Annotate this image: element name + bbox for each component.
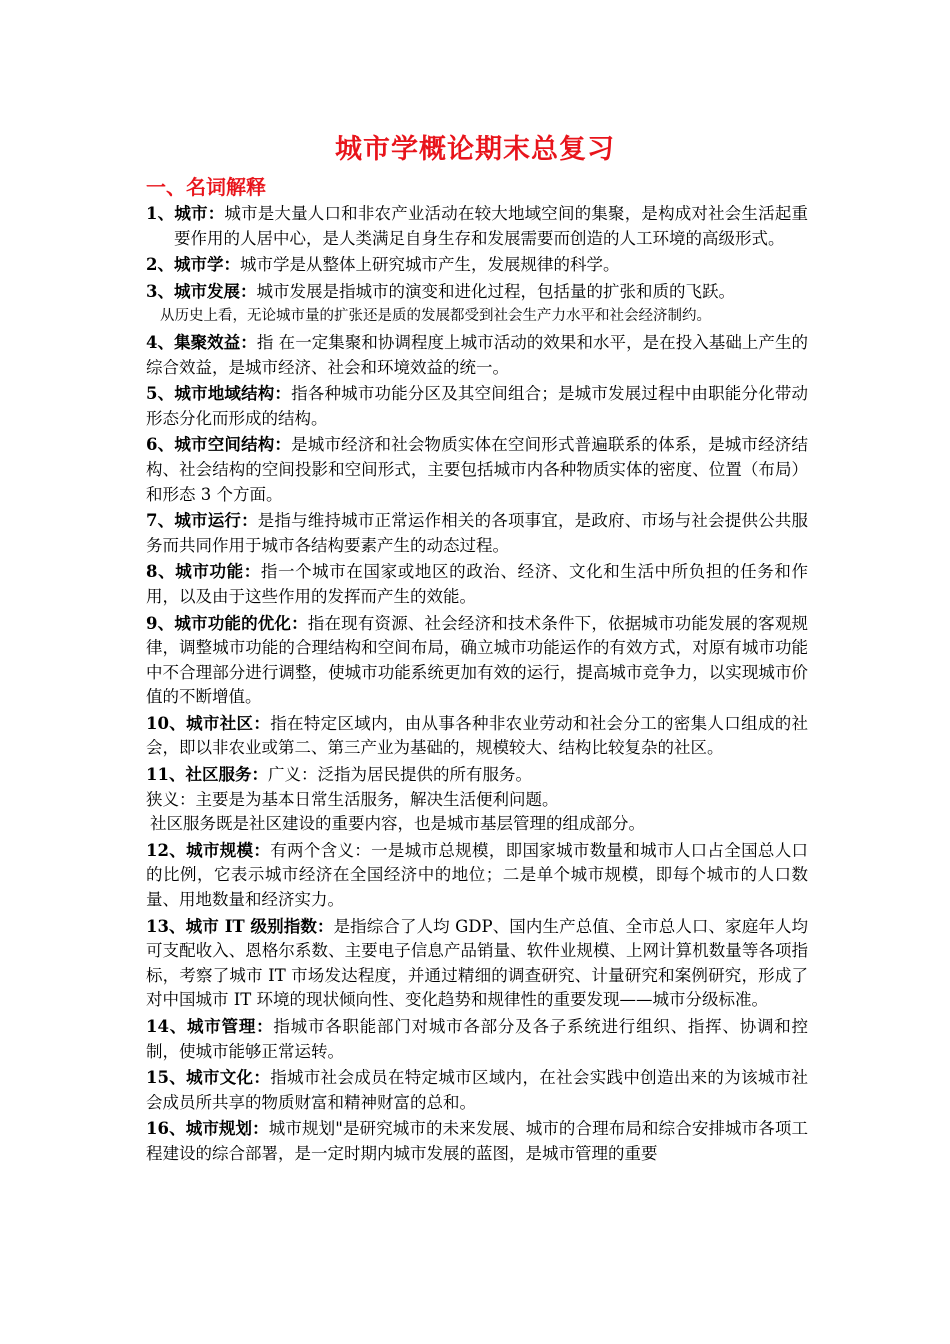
list-item (146, 560, 808, 609)
item-term: 城市学： (173, 255, 240, 275)
item-number: 4、 (146, 332, 175, 352)
item-number: 8、 (146, 562, 176, 582)
item-number: 12、 (146, 840, 187, 860)
item-number: 9、 (146, 613, 175, 633)
item-number: 7、 (146, 511, 175, 531)
item-definition: 有两个含义：一是城市总规模，即国家城市数量和城市人口占全国总人口的比例，它表示城市经济在全国经济中的地位；二是单个城市规模，即每个城市的人口数量、用地数量和经济实力。 (146, 840, 809, 910)
item-term: 城市功能的优化： (174, 613, 308, 633)
item-term: 城市功能： (175, 562, 261, 582)
item-definition: 指城市社会成员在特定城市区域内，在社会实践中创造出来的为该城市社会成员所共享的物质财富和精神财富的总和。 (146, 1068, 809, 1112)
item-number: 13、 (146, 916, 186, 936)
item-term: 城市规划： (185, 1119, 269, 1139)
item-term: 城市空间结构： (174, 435, 292, 455)
item-definition: 是指与维持城市正常运作相关的各项事宜，是政府、市场与社会提供公共服务而共同作用于城市各结构要素产生的动态过程。 (146, 511, 809, 555)
item-term: 城市地域结构： (174, 384, 292, 404)
item-definition: 指 在一定集聚和协调程度上城市活动的效果和水平，是在投入基础上产生的综合效益，是城市经济、社会和环境效益的统一。 (146, 332, 809, 377)
list-item (146, 712, 808, 761)
list-item (146, 915, 808, 1013)
list-item (146, 1015, 808, 1064)
list-item (146, 839, 808, 913)
list-item (146, 763, 808, 788)
list-item (146, 1066, 808, 1115)
item-definition: 是城市经济和社会物质实体在空间形式普遍联系的体系，是城市经济结构、社会结构的空间投影和空间形式，主要包括城市内各种物质实体的密度、位置（布局）和形态 3 个方面。 (146, 435, 809, 504)
definitions-list (146, 202, 808, 1169)
item-definition: 指在特定区域内，由从事各种非农业劳动和社会分工的密集人口组成的社会，即以非农业或第二、第三产业为基础的，规模较大、结构比较复杂的社区。 (146, 713, 809, 758)
item-number: 11、 (146, 765, 186, 785)
item-definition: 指各种城市功能分区及其空间组合；是城市发展过程中由职能分化带动形态分化而形成的结构。 (146, 384, 809, 428)
item-definition: 城市学是从整体上研究城市产生，发展规律的科学。 (239, 255, 620, 275)
item-term: 城市文化： (186, 1068, 271, 1088)
item-term: 城市社区： (186, 713, 271, 733)
list-item (146, 433, 808, 507)
item-number: 1、 (146, 204, 175, 223)
item-note: 从历史上看，无论城市量的扩张还是质的发展都受到社会生产力水平和社会经济制约。 (160, 308, 711, 325)
list-item (146, 253, 808, 278)
list-item (146, 202, 808, 251)
item-number: 3、 (146, 281, 174, 301)
item-definition: 广义：泛指为居民提供的所有服务。 (267, 765, 532, 785)
item-number: 5、 (146, 384, 175, 404)
item-term: 社区服务： (185, 765, 268, 785)
item-term: 城市规模： (186, 840, 271, 860)
item-number: 14、 (146, 1017, 188, 1036)
item-definition: 指城市各职能部门对城市各部分及各子系统进行组织、指挥、协调和控制，使城市能够正常运转。 (146, 1017, 809, 1061)
list-item (146, 612, 808, 710)
item-term: 集聚效益： (174, 332, 257, 352)
item-term: 城市： (174, 204, 225, 223)
item-number: 16、 (146, 1119, 186, 1139)
list-item (146, 280, 808, 305)
item-number: 6、 (146, 435, 175, 455)
list-item (146, 1117, 808, 1166)
item-definition: 城市发展是指城市的演变和进化过程，包括量的扩张和质的飞跃。 (256, 281, 735, 301)
item-term: 城市发展： (173, 281, 257, 301)
item-definition: 指一个城市在国家或地区的政治、经济、文化和生活中所负担的任务和作用，以及由于这些作用的发挥而产生的效能。 (146, 562, 809, 606)
page-title: 城市学概论期末总复习 (335, 134, 615, 165)
item-term: 城市 IT 级别指数： (185, 916, 334, 936)
list-item (146, 382, 808, 431)
item-number: 2、 (146, 255, 174, 275)
item-subtext: 狭义：主要是为基本日常生活服务，解决生活便利问题。 (146, 789, 559, 809)
list-item (146, 509, 808, 558)
item-definition: 是指综合了人均 GDP、国内生产总值、全市总人口、家庭年人均可支配收入、恩格尔系数、主要电子信息产品销量、软件业规模、上网计算机数量等各项指标，考察了城市 IT 市场发达程度，并通过精细的调查研究、计量研究和案例研究，形成了对中国城市 IT 环境的现状倾向性、变化趋势和规律性的重要发现——城市分级标准。 (146, 916, 808, 1010)
item-definition: 城市是大量人口和非农产业活动在较大地域空间的集聚，是构成对社会生活起重要作用的人居中心，是人类满足自身生存和发展需要而创造的人工环境的高级形式。 (174, 204, 809, 248)
item-term: 城市管理： (187, 1017, 274, 1036)
section-heading: 一、名词解释 (146, 175, 266, 199)
item-number: 15、 (146, 1068, 187, 1088)
list-item (146, 331, 808, 380)
item-definition: 指在现有资源、社会经济和技术条件下，依据城市功能发展的客观规律，调整城市功能的合理结构和空间布局，确立城市功能运作的有效方式，对原有城市功能中不合理部分进行调整，使城市功能系统更加有效的运行，提高城市竞争力，以实现城市价值的不断增值。 (146, 613, 809, 707)
item-definition: 城市规划"是研究城市的未来发展、城市的合理布局和综合安排城市各项工程建设的综合部署，是一定时期内城市发展的蓝图，是城市管理的重要 (146, 1119, 809, 1163)
item-term: 城市运行： (174, 511, 258, 531)
item-subtext: 社区服务既是社区建设的重要内容，也是城市基层管理的组成部分。 (150, 814, 645, 834)
item-number: 10、 (146, 713, 187, 733)
